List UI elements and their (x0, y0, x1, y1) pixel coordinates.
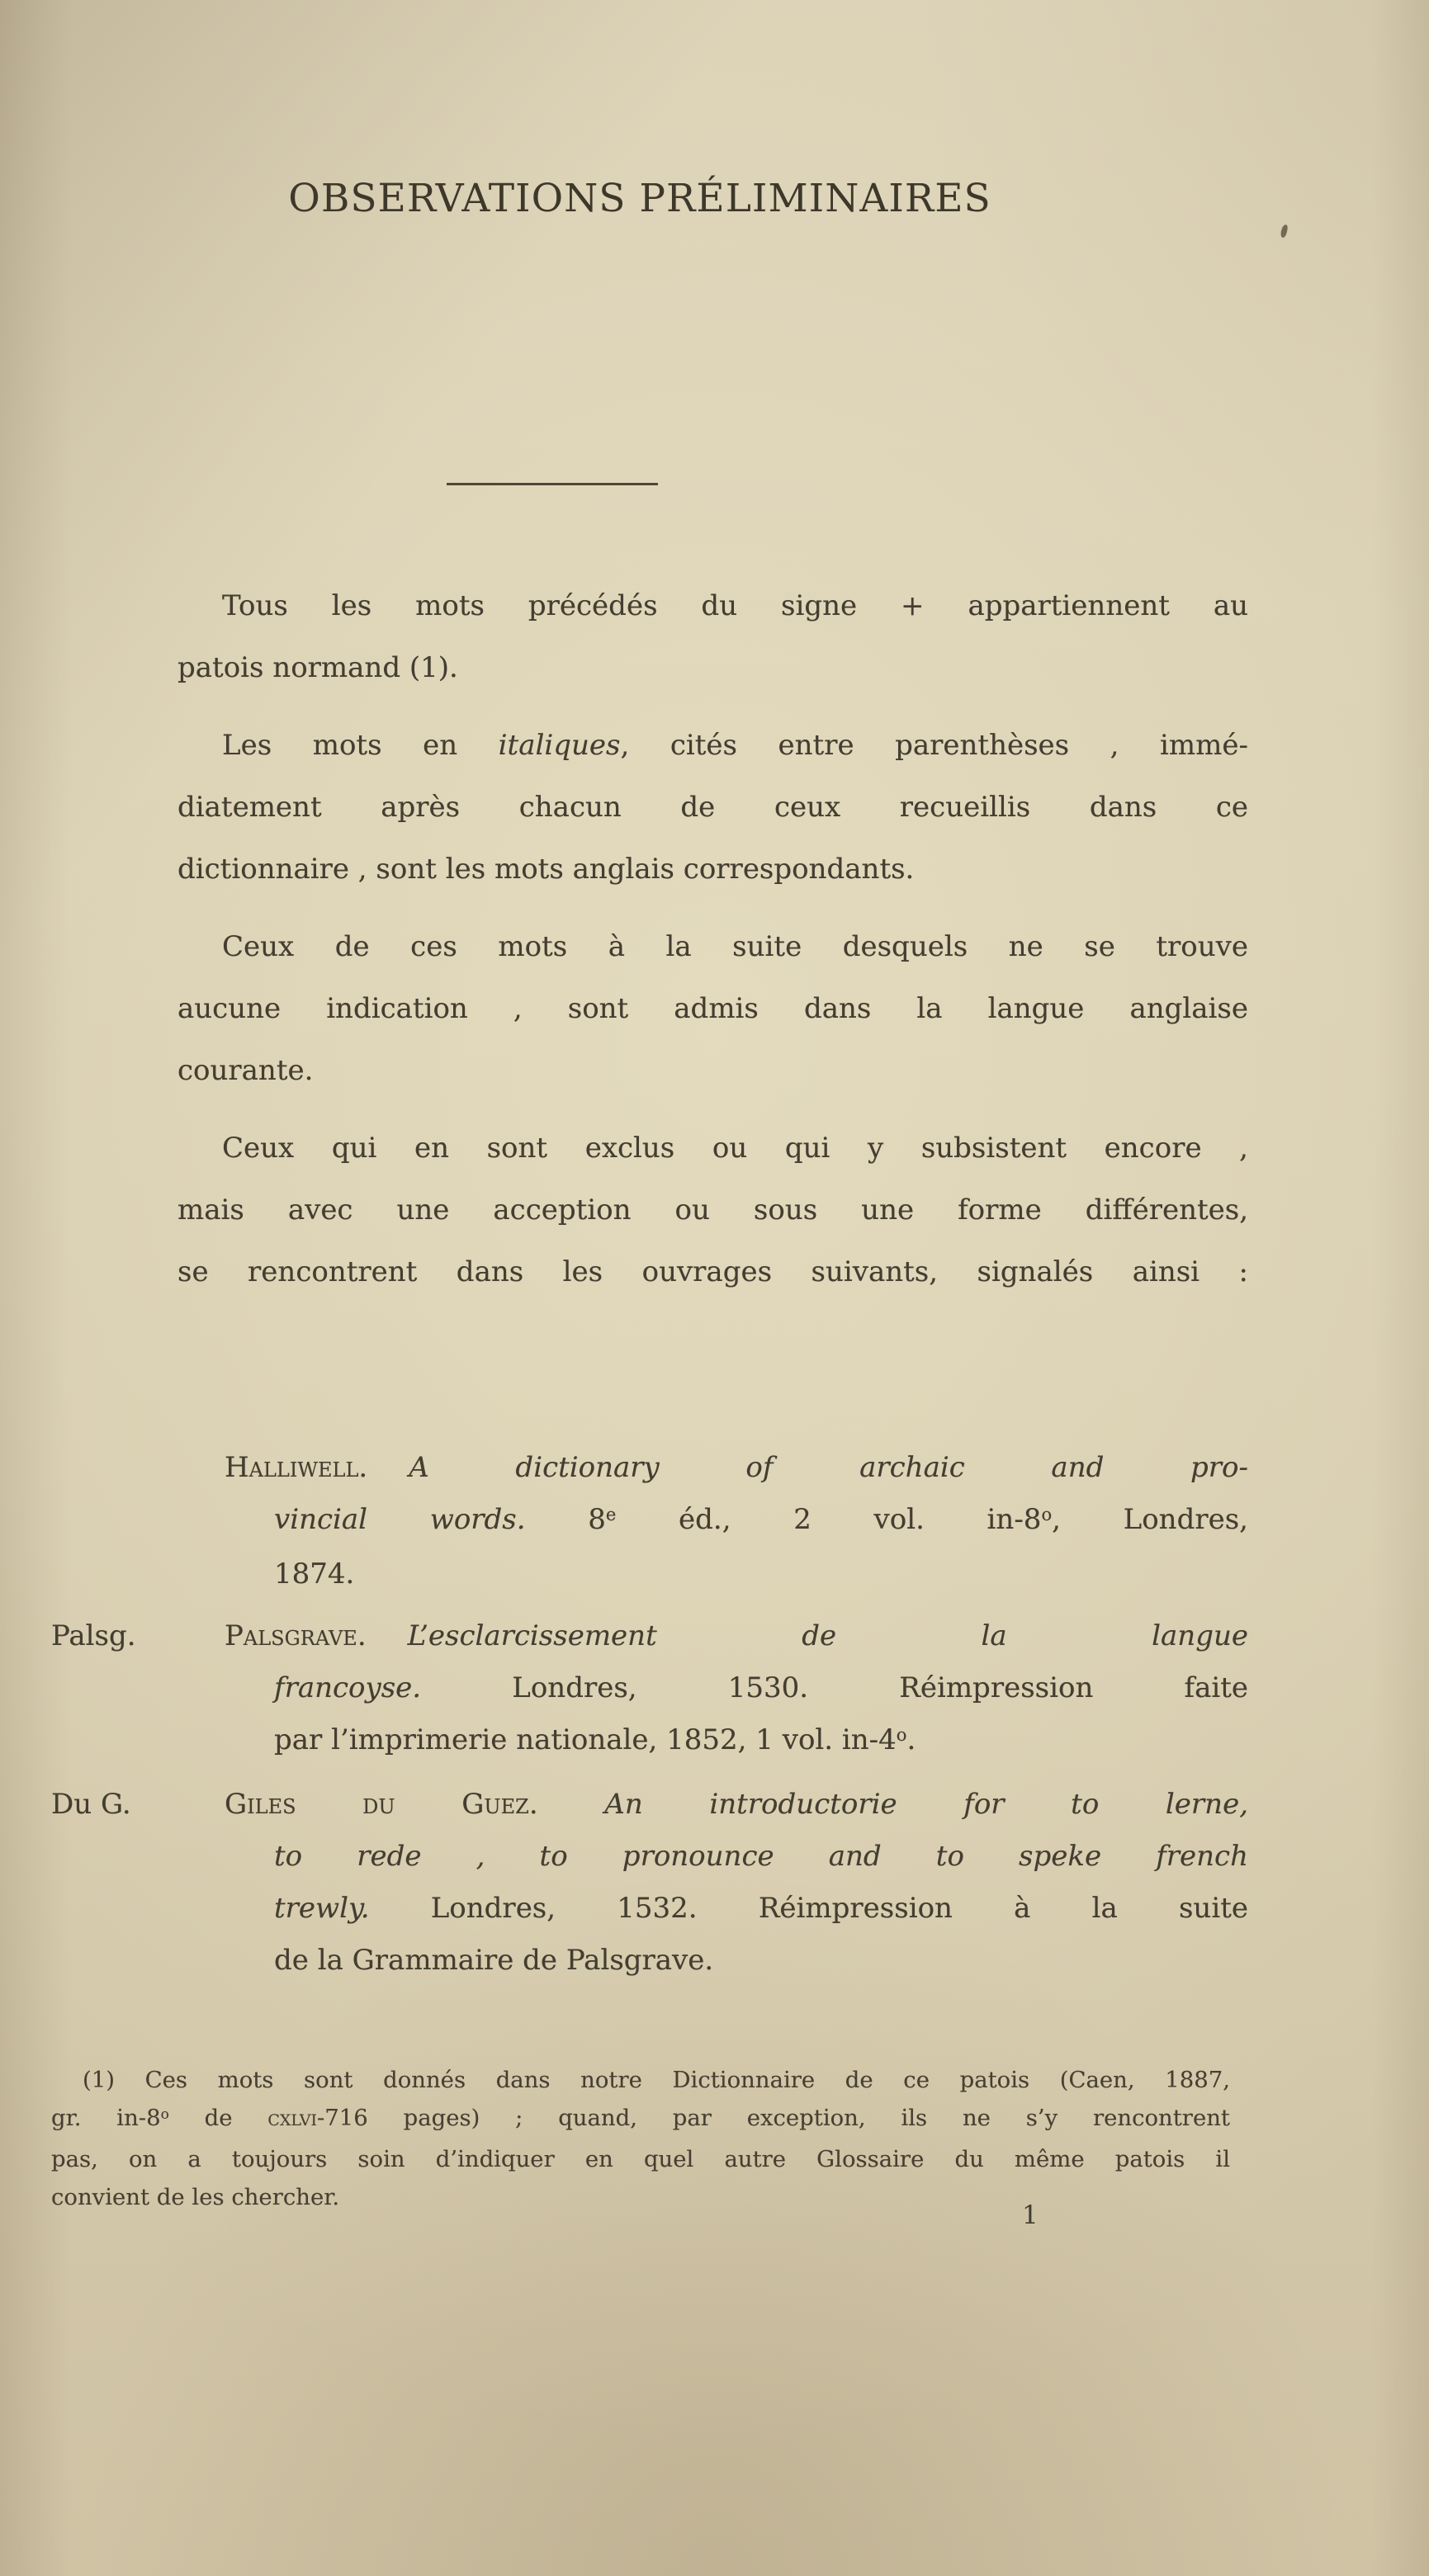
page-number: 1 (1022, 2200, 1039, 2230)
text-italic: trewly. (274, 1892, 370, 1925)
text-smallcaps: Giles du Guez. (225, 1788, 538, 1821)
text-roman: (1) Ces mots sont donnés dans notre Dictionnaire de ce patois (Caen, 1887, (83, 2067, 1230, 2093)
paragraph-line (177, 1179, 1248, 1241)
title-divider (447, 483, 658, 485)
text-italic: An introductorie for to lerne, (604, 1788, 1249, 1821)
bibliography-line (51, 1662, 1248, 1714)
text-roman: patois normand (1). (177, 651, 458, 684)
bibliography-line (51, 1442, 1248, 1494)
text-italic: to rede , to pronounce and to speke french (274, 1840, 1248, 1873)
bibliography-entry (51, 1610, 1248, 1769)
paragraph (177, 916, 1248, 1102)
bibliography-line (51, 1714, 1248, 1769)
footnote-line (51, 2061, 1230, 2099)
paragraph-line (177, 777, 1248, 839)
paragraph (177, 575, 1248, 699)
bibliography-line (51, 1779, 1248, 1831)
text-superscript: o (896, 1723, 907, 1745)
text-roman: éd., 2 vol. in-8 (616, 1503, 1042, 1536)
paragraph-line (177, 575, 1248, 637)
paragraph-line (177, 715, 1248, 777)
text-roman: , Londres, (1052, 1503, 1248, 1536)
paragraph-line (177, 978, 1248, 1040)
bibliography-line (51, 1935, 1248, 1987)
text-roman: 8 (525, 1503, 606, 1536)
text-smallcaps: cxlvi (267, 2105, 317, 2131)
text-roman: Les mots en (222, 729, 499, 762)
footnote (51, 2061, 1230, 2216)
text-roman: de (168, 2105, 268, 2131)
bibliography-line (51, 1883, 1248, 1935)
footnote-line (51, 2099, 1230, 2140)
text-roman: diatement après chacun de ceux recueillis dans ce (177, 791, 1248, 824)
text-italic: vincial words. (274, 1503, 526, 1536)
body-paragraphs (177, 575, 1248, 1319)
text-roman: par l’imprimerie nationale, 1852, 1 vol. in-4 (274, 1723, 897, 1756)
bibliography-entry (51, 1779, 1248, 1987)
text-italic: A dictionary of archaic and pro- (409, 1451, 1248, 1484)
paragraph (177, 715, 1248, 900)
bibliography-line (51, 1548, 1248, 1600)
text-roman: Londres, 1530. Réimpression faite (421, 1671, 1248, 1704)
paragraph-line (177, 1241, 1248, 1303)
text-italic: L’esclarcissement de la langue (407, 1619, 1248, 1652)
text-roman: convient de les chercher. (51, 2184, 340, 2210)
text-smallcaps: Halliwell. (225, 1451, 368, 1484)
text-roman: , cités entre parenthèses , immé- (620, 729, 1249, 762)
text-roman: de la Grammaire de Palsgrave. (274, 1944, 714, 1977)
text-roman: Londres, 1532. Réimpression à la suite (369, 1892, 1248, 1925)
text-roman (538, 1788, 605, 1821)
text-roman: dictionnaire , sont les mots anglais correspondants. (177, 853, 915, 886)
text-roman: se rencontrent dans les ouvrages suivants, signalés ainsi : (177, 1255, 1248, 1288)
bibliography-line (51, 1494, 1248, 1548)
text-roman: courante. (177, 1054, 314, 1087)
text-roman: Ceux de ces mots à la suite desquels ne se trouve (222, 930, 1248, 963)
bibliography-line (51, 1610, 1248, 1662)
text-superscript: o (1041, 1503, 1053, 1524)
paragraph-line (177, 916, 1248, 978)
text-roman: gr. in-8 (51, 2105, 161, 2131)
text-superscript: e (605, 1503, 617, 1524)
bibliography (51, 1442, 1248, 1997)
text-roman: -716 pages) ; quand, par exception, ils ne s’y rencontrent (317, 2105, 1230, 2131)
text-italic: francoyse. (274, 1671, 422, 1704)
footnote-line (51, 2140, 1230, 2178)
text-italic: italiques (498, 729, 621, 762)
paragraph-line (177, 839, 1248, 900)
text-roman: . (906, 1723, 916, 1756)
footnote-line (51, 2178, 1230, 2216)
text-superscript: o (160, 2106, 169, 2123)
text-roman: 1874. (274, 1557, 355, 1591)
page-title: OBSERVATIONS PRÉLIMINAIRES (288, 176, 991, 221)
text-roman: Tous les mots précédés du signe + appartiennent au (222, 589, 1248, 622)
text-roman: Ceux qui en sont exclus ou qui y subsistent encore , (222, 1132, 1248, 1165)
text-smallcaps: Palsgrave. (225, 1619, 367, 1652)
text-roman: mais avec une acception ou sous une forme différentes, (177, 1193, 1248, 1227)
bibliography-line (51, 1831, 1248, 1883)
bib-abbreviation-label: Palsg. (51, 1619, 136, 1652)
text-roman: pas, on a toujours soin d’indiquer en quel autre Glossaire du même patois il (51, 2146, 1230, 2172)
ink-speck (1280, 224, 1288, 238)
paragraph-line (177, 1118, 1248, 1179)
paragraph-line (177, 1040, 1248, 1102)
bibliography-entry (51, 1442, 1248, 1600)
bib-abbreviation-label: Du G. (51, 1788, 131, 1821)
paragraph-line (177, 637, 1248, 699)
paragraph (177, 1118, 1248, 1303)
text-roman: aucune indication , sont admis dans la langue anglaise (177, 992, 1248, 1025)
